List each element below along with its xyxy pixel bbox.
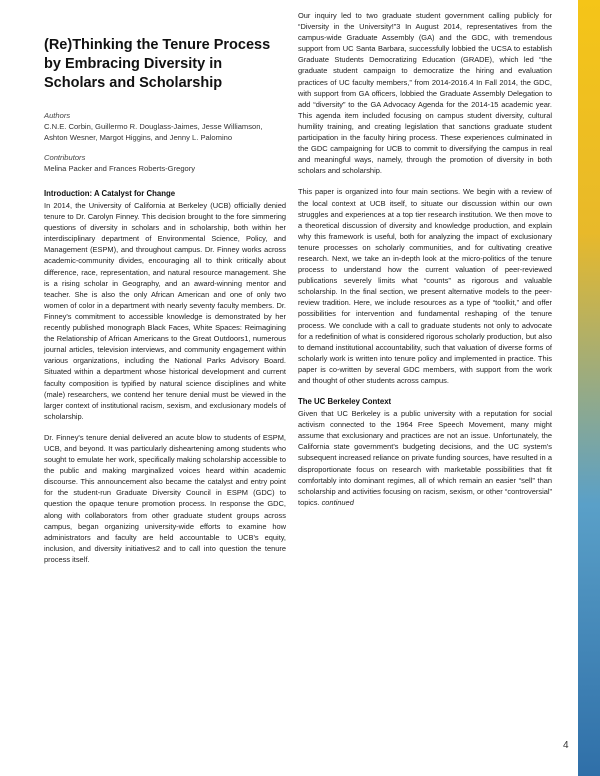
left-column — [44, 36, 286, 575]
context-paragraph-text: Given that UC Berkeley is a public university with a reputation for social activism connected to the 1964 Free Speech Movement, many might assume that exclusionary and practices are not an issue. Unfortunately, the California state government's budgeting decisions, and the UC system's subsequent increased reliance on private funding sources, have resulted in a disproportionate focus on research with marketable possibilities that fit comfortably into dominant regimes, all of which remain an easier “sell” than scholarship and activities focusing on racism, sexism, or other “controversial” topics. — [298, 409, 552, 507]
intro-paragraph-2: Dr. Finney's tenure denial delivered an acute blow to students of ESPM, UCB, and beyond. It was particularly disheartening among students who sought to emulate her work, specifically making scholarship accessible to the public and making marginalized voices heard within academic discourse. This announcement also became the catalyst and entry point for the student-run Graduate Diversity Council in ESPM (GDC) to question the opaque tenure promotion process. In response the GDC, along with collaborators from other graduate student groups across campus, began organizing university-wide efforts to examine how administrators and faculty are held accountable to UCB's equity, inclusion, and diversity initiatives2 and to call into question the tenure process itself. — [44, 432, 286, 564]
intro-heading: Introduction: A Catalyst for Change — [44, 189, 176, 198]
contributors-list: Melina Packer and Frances Roberts-Gregory — [44, 164, 196, 173]
intro-paragraph-1: In 2014, the University of California at Berkeley (UCB) officially denied tenure to Dr. Carolyn Finney. This decision brought to the fore simmering questions of diversity in scholars and in scholarship, both within her interdisciplinary department of Environmental Science, Policy, and Management (ESPM), and throughout campus. Dr. Finney works across academic-community divides, encouraging all to think critically about difference, race, representation, and natural resource management. She is a rising scholar in Geography, and an award-winning mentor and teacher. She is also the only African American and one of only two women of color in a department with nearly seventy faculty members. Dr. Finney's commitment to accessible knowledge is demonstrated by her recently published monograph Black Faces, White Spaces: Reimagining the Relationship of African Americans to the Great Outdoors1, numerous journal articles, television interviews, and community engagement within various organizations, including the National Parks Advisory Board. Situated within a department whose historical development and current faculty composition is typified by natural science disciplines and white (male) researchers, we contend her tenure denial must be viewed in the larger context of institutional racism, sexism, and exclusionary models of scholarship. — [44, 201, 286, 421]
page-number: 4 — [563, 740, 569, 751]
right-paragraph-1: Our inquiry led to two graduate student government calling publicly for “Diversity in the University!”3 In August 2014, representatives from the campus-wide Graduate Assembly (GA) and the GDC, with tremendous support from UC Santa Barbara, successfully lobbied the UCSA to establish Graduate Students Democratizing Education (GRADE), which led “the graduate student campaign to democratize the hiring and evaluation practices of UC faculty members,” from 2014-2016.4 In Fall 2014, the GDC, with support from GA officers, lobbied the Graduate Assembly Delegation to add “diversity” to the GA Advocacy Agenda for the 2014-15 academic year. This agenda item included focusing on campus student diversity, cultural humility training, and creating legislation that sanctions graduate student participation in the faculty hiring process. These experiences culminated in the GDC campaigning for UCB to commit to diversifying the campus in real and meaningful ways, namely, through the promotion of diversity in both scholars and scholarship. — [298, 11, 552, 176]
authors-label: Authors — [44, 111, 71, 120]
accent-bar — [578, 0, 600, 776]
right-paragraph-2: This paper is organized into four main sections. We begin with a review of the local context at UCB itself, to situate our discussion within our own struggles and experiences at a top tier research institution. We then move to a theoretical discussion of diversity and knowledge production, and explain why this framework is useful, both for analyzing the impact of exclusionary tenure processes on scholarly communities, and for cultivating creative research. Next, we take an in-depth look at the micro-politics of the tenure process to understand how the current valuation of peer-reviewed publications severely limits what “counts” as rigorous and valuable scholarship. In the final section, we present alternative models to the peer-review tradition. Here, we include resources as a type of “toolkit,” and offer possibilities for intervention and fundamental reshaping of the tenure process. We conclude with a call to graduate students not only to advocate for a redefinition of what is considered rigorous scholarly production, but also to demand institutional accountability, such that valuation of diverse forms of scholarly work is written into tenure policy and implemented in practice. This paper is co-written by several GDC members, with support from the work and thought of other students across campus. — [298, 187, 552, 385]
continued-label: continued — [321, 497, 354, 507]
authors-list: C.N.E. Corbin, Guillermo R. Douglass-Jaimes, Jesse Williamson, Ashton Wesner, Margot Higgins, and Jenny L. Palomino — [44, 122, 263, 142]
contributors-label: Contributors — [44, 153, 86, 162]
article-title: (Re)Thinking the Tenure Process by Embracing Diversity in Scholars and Scholarship — [44, 37, 271, 91]
context-paragraph — [298, 408, 552, 508]
right-column — [298, 10, 552, 508]
context-heading: The UC Berkeley Context — [298, 397, 392, 407]
